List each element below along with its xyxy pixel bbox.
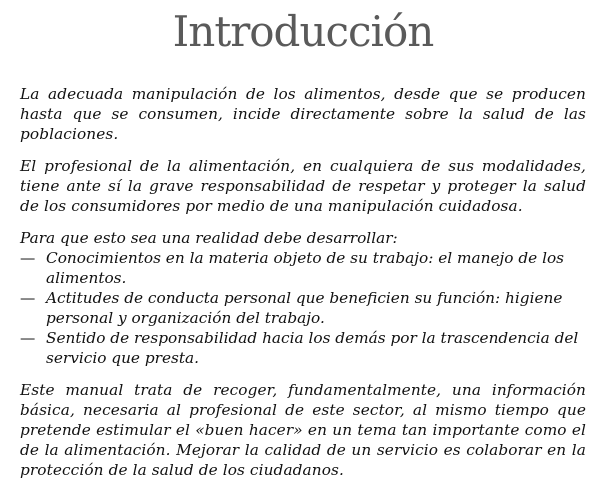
- list-item: [20, 248, 586, 288]
- list-dash: —: [20, 329, 36, 347]
- paragraph-professional: El profesional de la alimentación, en cualquiera de sus modalidades, tiene ante sí la grave responsabilidad de respetar y proteger la salud de los consumidores por medio de una manipulación cuidadosa.: [20, 157, 586, 215]
- list-item-text: Conocimientos en la materia objeto de su trabajo: el manejo de los alimentos.: [46, 249, 565, 287]
- list-dash: —: [20, 289, 36, 307]
- list-item-text: Sentido de responsabilidad hacia los demás por la trascendencia del servicio que presta.: [46, 329, 579, 367]
- page-title: Introducción: [172, 7, 434, 56]
- list-dash: —: [20, 249, 36, 267]
- list-intro: Para que esto sea una realidad debe desarrollar:: [20, 229, 398, 247]
- paragraph-intro: La adecuada manipulación de los alimentos, desde que se producen hasta que se consumen, incide directamente sobre la salud de las poblaciones.: [20, 85, 586, 143]
- paragraph-closing: Este manual trata de recoger, fundamentalmente, una información básica, necesaria al profesional de este sector, al mismo tiempo que pretende estimular el «buen hacer» en un tema tan importante como el de la alimentación. Mejorar la calidad de un servicio es colaborar en la protección de la salud de los ciudadanos.: [20, 381, 586, 479]
- list-item: [20, 288, 586, 328]
- list-item: [20, 328, 586, 368]
- list-item-text: Actitudes de conducta personal que beneficien su función: higiene personal y organización del trabajo.: [46, 289, 563, 327]
- requirements-list: [20, 248, 586, 368]
